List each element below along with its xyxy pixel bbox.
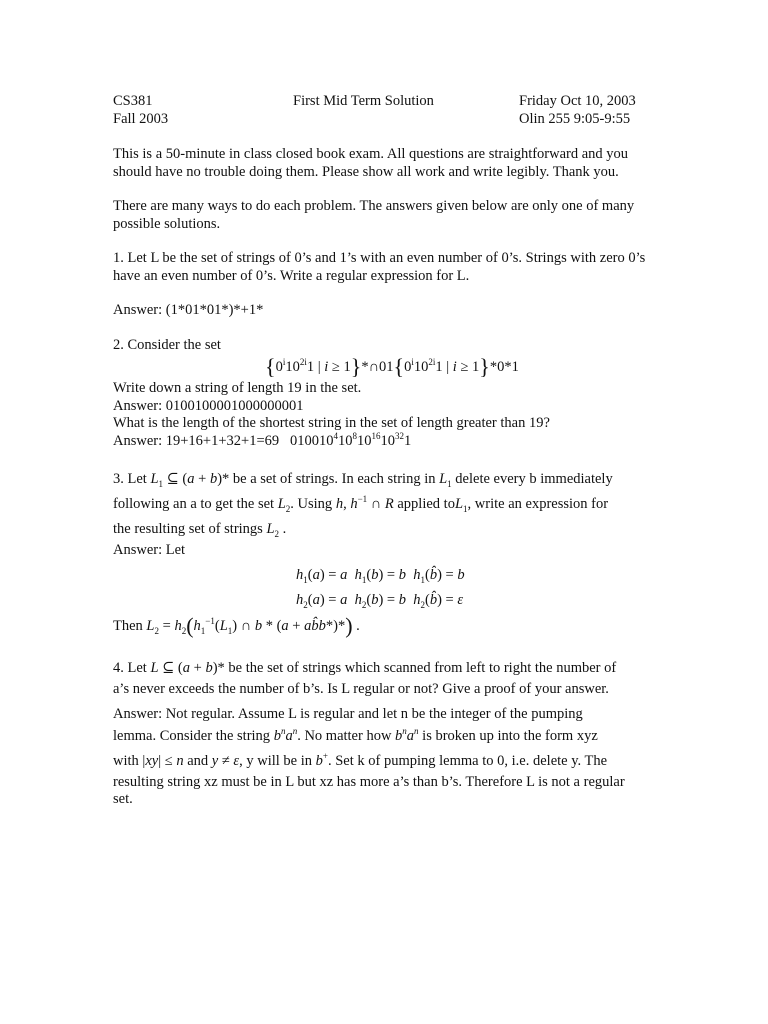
answer-2a: Answer: 0100100001000000001 bbox=[113, 397, 304, 414]
intro-note: There are many ways to do each problem. The answers given below are only one of many possible solutions. bbox=[113, 198, 635, 232]
question-2-set-expression: {$0^i10^{2i}1$ | $i \ge 1\}*\cap 01\{0^i10^{2i}1$ | i ≥ 1}*0*1 bbox=[265, 354, 519, 379]
answer-3-result: Then $L_2 = h_2(h_1^{-1}(L_1)$ ∩ b * (a + ab̂b*)*) . bbox=[113, 612, 360, 638]
header-row-1 bbox=[113, 93, 658, 111]
answer-4-line-3: with |xy| ≤ n and y ≠ ε, y will be in b+. Set k of pumping lemma to 0, i.e. delete y. The bbox=[113, 750, 608, 769]
question-2-intro: 2. Consider the set bbox=[113, 336, 221, 353]
answer-2b: Answer: 19+16+1+32+1=69 $010010^410^810^{16}10^{32}1$ bbox=[113, 430, 412, 449]
course-code: CS381 bbox=[113, 93, 153, 109]
question-1: 1. Let L be the set of strings of 0’s and 1’s with an even number of 0’s. Strings with zero 0’s have an even number of 0’s. Write a regular expression for L. bbox=[113, 250, 646, 284]
answer-3-h2-definition: $h_2(a) = a$ $h_2(b) = b$ $h_2(b̂) = \varepsilon$ bbox=[296, 591, 464, 610]
exam-solution-page bbox=[113, 93, 658, 809]
question-4-line-1: 4. Let L ⊆ (a + b)* be the set of strings which scanned from left to right the number of bbox=[113, 659, 617, 676]
question-3-line-1: 3. Let $L_1$ ⊆ (a + b)* be a set of strings. In each string in $L_1$ delete every b immediately bbox=[113, 471, 613, 489]
question-4-line-2: a’s never exceeds the number of b’s. Is L regular or not? Give a proof of your answer. bbox=[113, 680, 609, 697]
exam-date: Friday Oct 10, 2003 bbox=[519, 93, 636, 109]
term: Fall 2003 bbox=[113, 111, 169, 127]
question-2-write: Write down a string of length 19 in the set. bbox=[113, 380, 362, 396]
answer-3-label: Answer: Let bbox=[113, 542, 186, 558]
answer-4-line-2: lemma. Consider the string $b^na^n$. No matter how $b^na^n$ is broken up into the form xyz bbox=[113, 725, 598, 744]
answer-3-h1-definition: $h_1(a) = a$ $h_1(b) = b$ $h_1(b̂) = b$ bbox=[296, 566, 465, 585]
document-title: First Mid Term Solution bbox=[293, 93, 434, 109]
answer-4-line-5: set. bbox=[113, 791, 133, 807]
question-2-shortest: What is the length of the shortest string in the set of length greater than 19? bbox=[113, 415, 550, 431]
header-row-2 bbox=[113, 111, 658, 129]
question-3-line-2: following an a to get the set $L_2$. Using h, $h^{-1}$ ∩ R applied toL$_1$, write an expression for bbox=[113, 494, 609, 514]
answer-1: Answer: (1*01*01*)*+1* bbox=[113, 302, 264, 318]
intro-paragraph: This is a 50-minute in class closed book exam. All questions are straightforward and you should have no trouble doing them. Please show all work and write legibly. Thank you. bbox=[113, 146, 629, 180]
question-3-line-3: the resulting set of strings $L_2$ . bbox=[113, 521, 287, 539]
answer-4-line-1: Answer: Not regular. Assume L is regular and let n be the integer of the pumping bbox=[113, 706, 583, 722]
exam-location: Olin 255 9:05-9:55 bbox=[519, 111, 631, 127]
answer-4-line-4: resulting string xz must be in L but xz has more a’s than b’s. Therefore L is not a regular bbox=[113, 773, 625, 790]
